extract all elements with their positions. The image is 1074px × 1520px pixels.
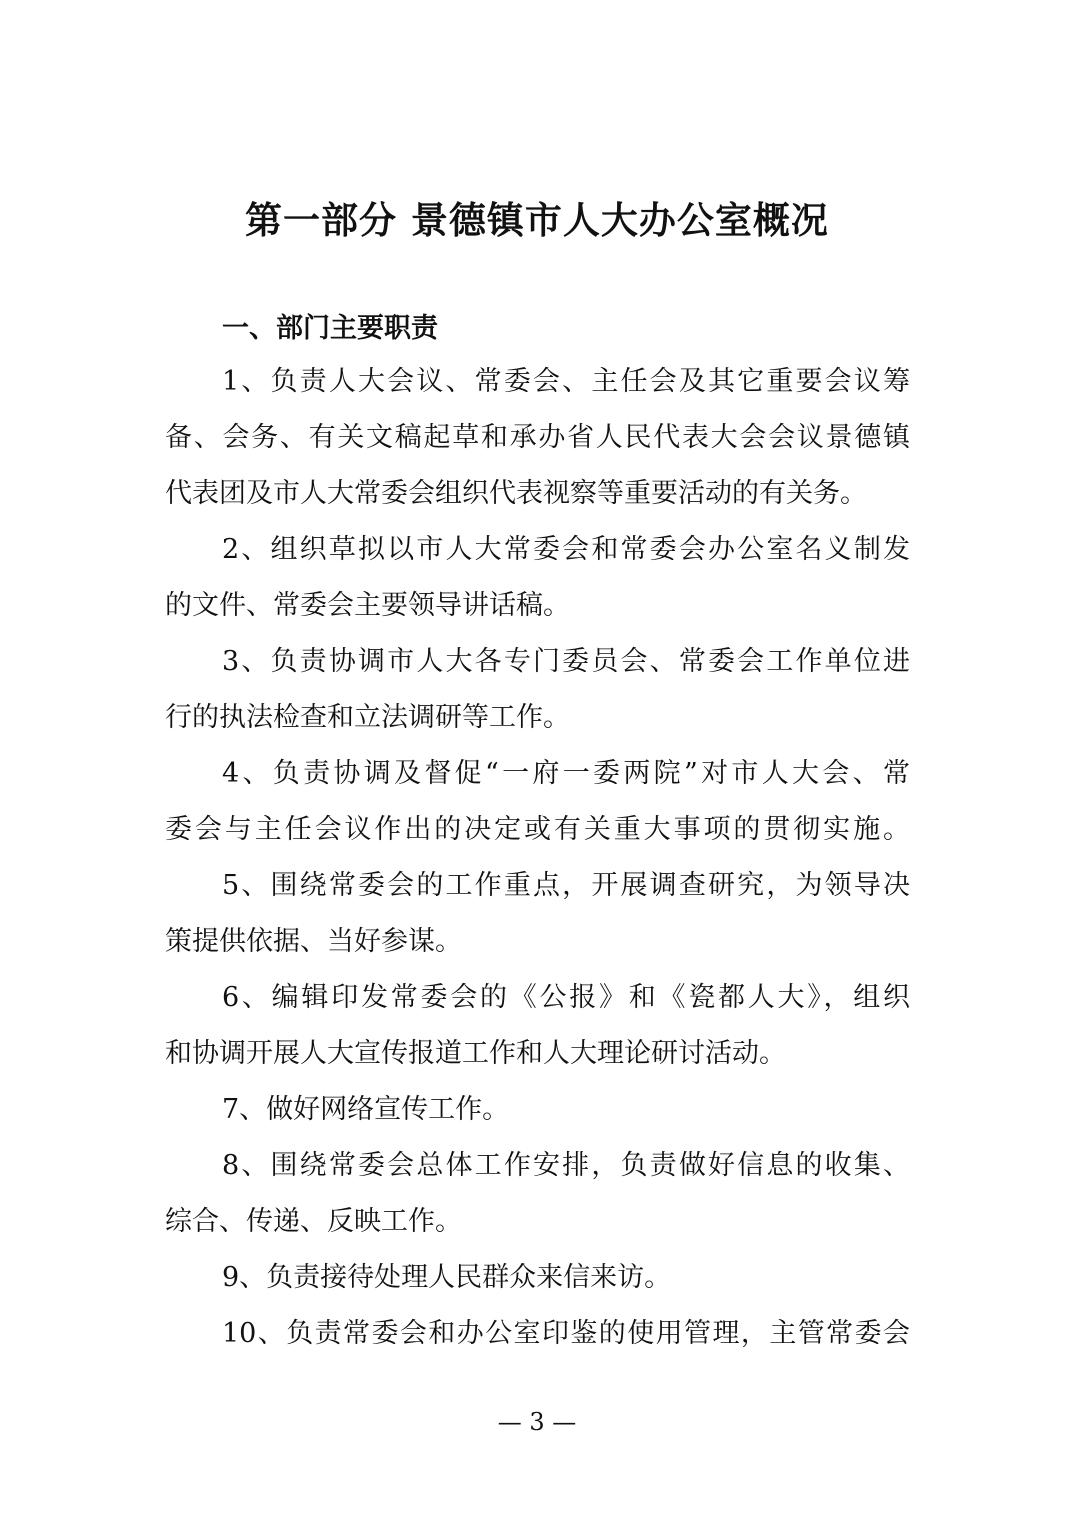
paragraph-line: 10、负责常委会和办公室印鉴的使用管理，主管常委会: [222, 1318, 910, 1349]
paragraph: [165, 1258, 910, 1314]
document-body: [165, 362, 910, 1370]
paragraph-line: 7、做好网络宣传工作。: [222, 1094, 510, 1125]
paragraph: [165, 530, 910, 642]
paragraph-line: 8、围绕常委会总体工作安排，负责做好信息的收集、: [222, 1150, 910, 1181]
paragraph: [165, 1090, 910, 1146]
paragraph-line: 1、负责人大会议、常委会、主任会及其它重要会议筹: [222, 366, 910, 397]
page-title: 第一部分 景德镇市人大办公室概况: [245, 199, 829, 242]
paragraph-line: 2、组织草拟以市人大常委会和常委会办公室名义制发: [222, 534, 910, 565]
paragraph-line: 委会与主任会议作出的决定或有关重大事项的贯彻实施。: [165, 814, 910, 845]
section-heading: 一、部门主要职责: [222, 313, 438, 344]
paragraph-line: 和协调开展人大宣传报道工作和人大理论研讨活动。: [165, 1038, 786, 1069]
paragraph-line: 6、编辑印发常委会的《公报》和《瓷都人大》，组织: [222, 982, 910, 1013]
paragraph-line: 4、负责协调及督促“一府一委两院”对市人大会、常: [222, 758, 910, 789]
page-number: — 3 —: [497, 1408, 577, 1436]
paragraph-line: 行的执法检查和立法调研等工作。: [165, 702, 570, 733]
paragraph-line: 策提供依据、当好参谋。: [165, 926, 462, 957]
paragraph: [165, 362, 910, 530]
paragraph-line: 综合、传递、反映工作。: [165, 1206, 462, 1237]
paragraph: [165, 1146, 910, 1258]
paragraph-line: 备、会务、有关文稿起草和承办省人民代表大会会议景德镇: [165, 422, 910, 453]
paragraph-line: 的文件、常委会主要领导讲话稿。: [165, 590, 570, 621]
paragraph: [165, 866, 910, 978]
paragraph: [165, 754, 910, 866]
paragraph-line: 9、负责接待处理人民群众来信来访。: [222, 1262, 672, 1293]
paragraph: [165, 1314, 910, 1370]
paragraph-line: 代表团及市人大常委会组织代表视察等重要活动的有关务。: [165, 478, 867, 509]
paragraph: [165, 642, 910, 754]
paragraph-line: 3、负责协调市人大各专门委员会、常委会工作单位进: [222, 646, 910, 677]
paragraph-line: 5、围绕常委会的工作重点，开展调查研究，为领导决: [222, 870, 910, 901]
paragraph: [165, 978, 910, 1090]
